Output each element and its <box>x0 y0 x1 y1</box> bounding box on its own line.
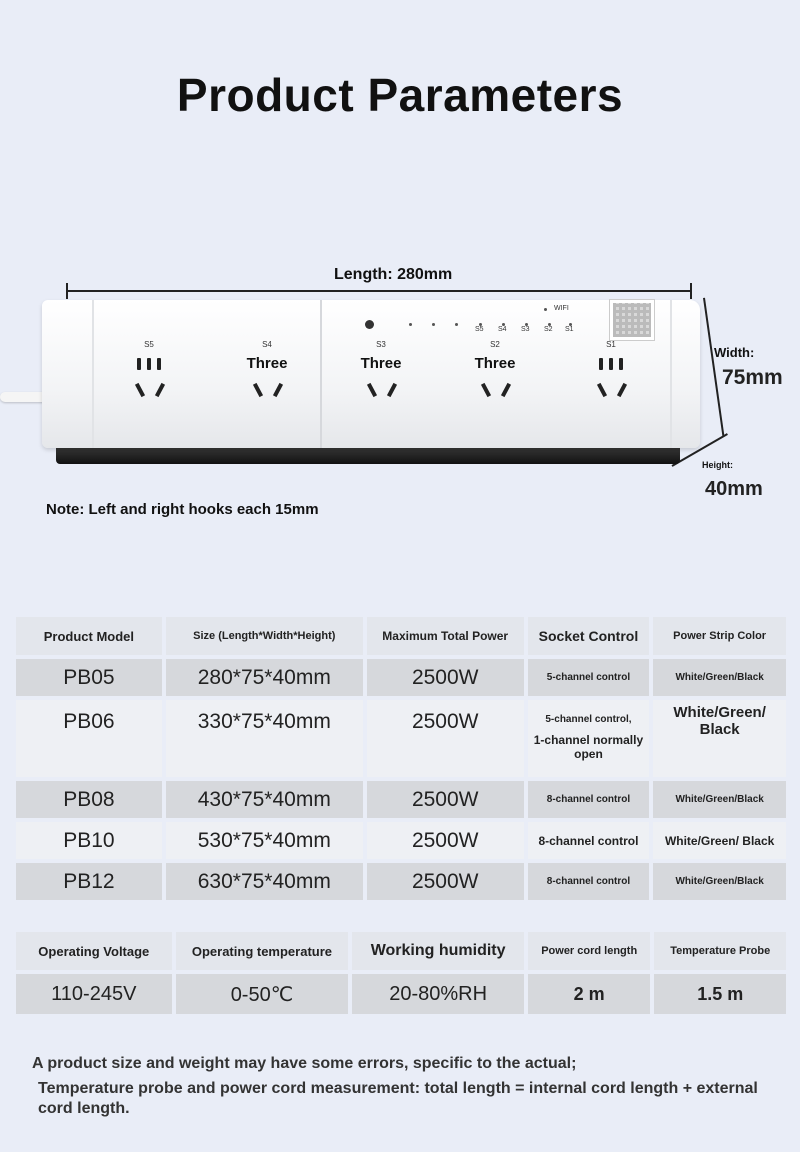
cord-length-cell: 2 m <box>528 974 650 1014</box>
power-cell: 2500W <box>367 822 524 859</box>
socket-label: S2 <box>490 340 500 349</box>
socket-s2 <box>450 340 540 430</box>
strip-end-left <box>42 300 94 448</box>
table-row <box>16 781 786 818</box>
socket-label: S5 <box>144 340 154 349</box>
socket-label: S4 <box>262 340 272 349</box>
header-cell: Size (Length*Width*Height) <box>166 617 363 655</box>
humidity-cell: 20-80%RH <box>352 974 524 1014</box>
control-line: 5-channel control, <box>545 714 632 725</box>
model-cell: PB10 <box>16 822 162 859</box>
socket-label: S3 <box>376 340 386 349</box>
table-header-row <box>16 617 786 655</box>
size-cell: 280*75*40mm <box>166 659 363 696</box>
length-label: Length: 280mm <box>330 266 456 284</box>
header-cell: Socket Control <box>528 617 650 655</box>
two-pin-slots <box>222 379 312 405</box>
three-pin-slots <box>104 355 194 373</box>
control-cell <box>528 700 650 777</box>
led-label: S5 <box>475 326 484 333</box>
color-cell: White/Green/ Black <box>653 700 786 777</box>
model-cell: PB06 <box>16 700 162 777</box>
two-pin-slots <box>566 379 656 405</box>
control-cell: 8-channel control <box>528 822 650 859</box>
control-line: 1-channel normally open <box>533 733 644 761</box>
strip-end-right <box>670 300 700 448</box>
size-cell: 530*75*40mm <box>166 822 363 859</box>
two-pin-slots <box>104 379 194 405</box>
socket-s3 <box>336 340 426 430</box>
header-cell: Working humidity <box>352 932 524 970</box>
size-cell: 430*75*40mm <box>166 781 363 818</box>
two-pin-slots <box>336 379 426 405</box>
socket-s5 <box>104 340 194 430</box>
power-cell: 2500W <box>367 700 524 777</box>
color-cell: White/Green/ Black <box>653 822 786 859</box>
power-button <box>365 320 374 329</box>
two-pin-slots <box>450 379 540 405</box>
width-label: Width: <box>714 345 755 360</box>
power-cell: 2500W <box>367 863 524 900</box>
temperature-cell: 0-50℃ <box>176 974 349 1014</box>
socket-word: Three <box>474 355 516 372</box>
hooks-note: Note: Left and right hooks each 15mm <box>46 501 319 518</box>
height-label: Height: <box>702 460 733 470</box>
operating-conditions-table <box>12 928 790 1018</box>
led-indicator <box>455 323 458 326</box>
led-label: S4 <box>498 326 507 333</box>
table-row <box>16 822 786 859</box>
header-cell: Temperature Probe <box>654 932 786 970</box>
socket-word: Three <box>246 355 288 372</box>
length-tick-right <box>690 283 692 299</box>
led-label: S1 <box>565 326 574 333</box>
color-cell: White/Green/Black <box>653 659 786 696</box>
strip-body <box>42 300 700 448</box>
three-pin-slots <box>566 355 656 373</box>
voltage-cell: 110-245V <box>16 974 172 1014</box>
led-indicator <box>409 323 412 326</box>
size-cell: 330*75*40mm <box>166 700 363 777</box>
control-cell: 8-channel control <box>528 863 650 900</box>
socket-s1 <box>566 340 656 430</box>
power-strip-image <box>42 300 700 464</box>
qr-code <box>610 300 654 340</box>
header-cell: Operating Voltage <box>16 932 172 970</box>
socket-s4 <box>222 340 312 430</box>
header-cell: Power cord length <box>528 932 650 970</box>
led-label: S2 <box>544 326 553 333</box>
footer-disclaimer: A product size and weight may have some errors, specific to the actual; <box>32 1055 577 1072</box>
spec-table <box>12 613 790 904</box>
led-indicator <box>432 323 435 326</box>
wifi-led <box>544 308 547 311</box>
strip-base <box>56 446 680 464</box>
wifi-label: WIFI <box>554 305 569 312</box>
socket-label: S1 <box>606 340 616 349</box>
header-cell: Maximum Total Power <box>367 617 524 655</box>
color-cell: White/Green/Black <box>653 781 786 818</box>
table-row <box>16 863 786 900</box>
size-cell: 630*75*40mm <box>166 863 363 900</box>
probe-length-cell: 1.5 m <box>654 974 786 1014</box>
width-value: 75mm <box>722 366 783 389</box>
led-label: S3 <box>521 326 530 333</box>
model-cell: PB08 <box>16 781 162 818</box>
header-cell: Power Strip Color <box>653 617 786 655</box>
socket-word: Three <box>360 355 402 372</box>
color-cell: White/Green/Black <box>653 863 786 900</box>
model-cell: PB05 <box>16 659 162 696</box>
power-cell: 2500W <box>367 659 524 696</box>
control-cell: 5-channel control <box>528 659 650 696</box>
control-cell: 8-channel control <box>528 781 650 818</box>
footer-measurement-note: Temperature probe and power cord measurement: total length = internal cord length + external cord length. <box>38 1080 758 1117</box>
table-row <box>16 700 786 777</box>
length-tick-left <box>66 283 68 299</box>
header-cell: Operating temperature <box>176 932 349 970</box>
height-value: 40mm <box>705 478 763 500</box>
table-row <box>16 659 786 696</box>
length-dimension-line <box>66 290 692 292</box>
table-header-row <box>16 932 786 970</box>
model-cell: PB12 <box>16 863 162 900</box>
page-title: Product Parameters <box>176 69 624 121</box>
power-cell: 2500W <box>367 781 524 818</box>
header-cell: Product Model <box>16 617 162 655</box>
strip-seam <box>320 300 322 448</box>
table-row <box>16 974 786 1014</box>
